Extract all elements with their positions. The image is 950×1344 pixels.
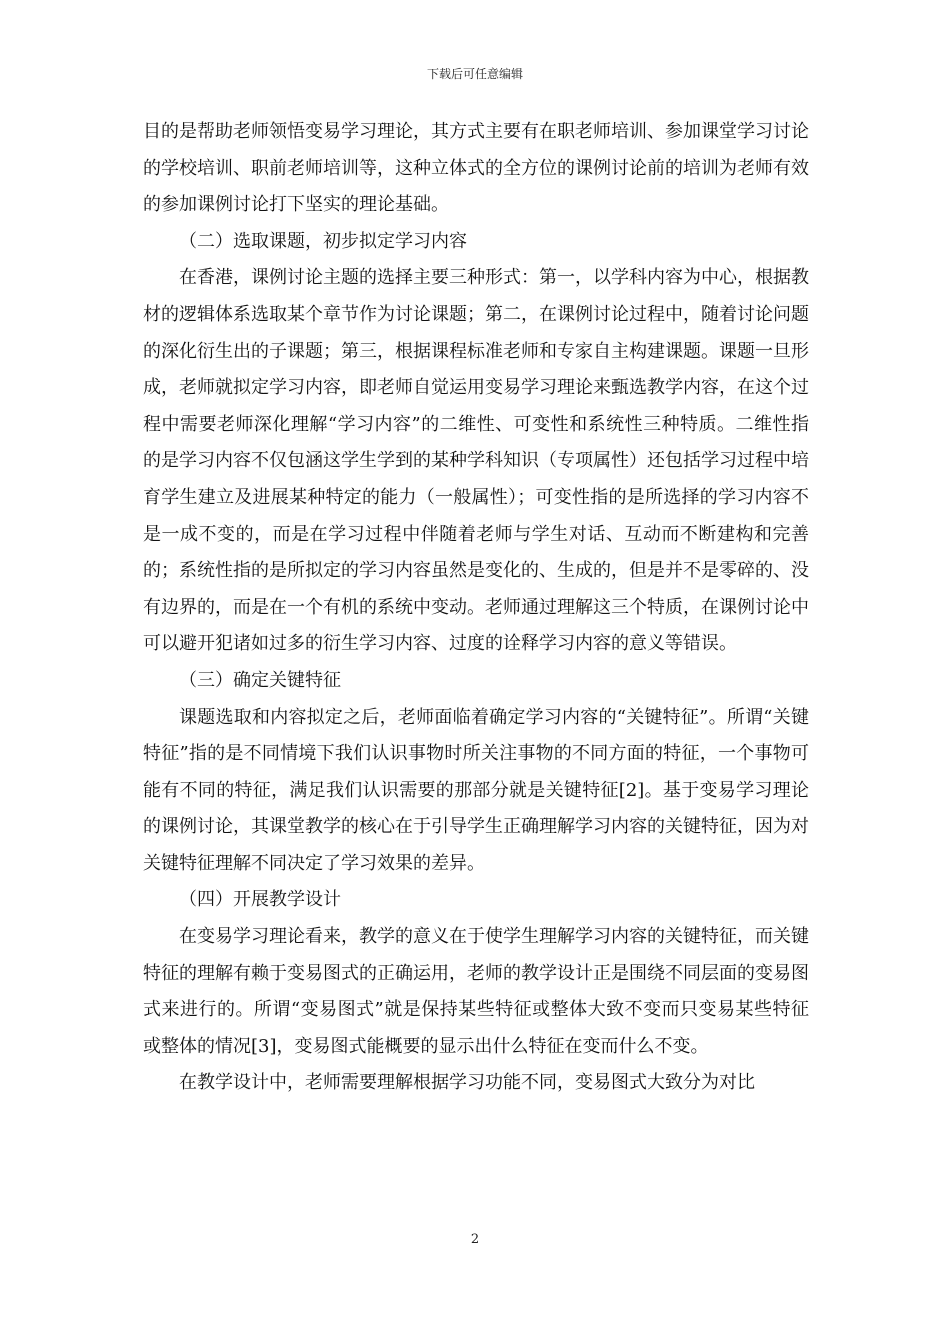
paragraph: 在香港，课例讨论主题的选择主要三种形式：第一，以学科内容为中心，根据教材的逻辑体系选取某个章节作为讨论课题；第二，在课例讨论过程中，随着讨论问题的深化衍生出的子课题；第三，根据课程标准老师和专家自主构建课题。课题一旦形成，老师就拟定学习内容，即老师自觉运用变易学习理论来甄选教学内容，在这个过程中需要老师深化理解“学习内容”的二维性、可变性和系统性三种特质。二维性指的是学习内容不仅包涵这学生学到的某种学科知识（专项属性）还包括学习过程中培育学生建立及进展某种特定的能力（一般属性）；可变性指的是所选择的学习内容不是一成不变的，而是在学习过程中伴随着老师与学生对话、互动而不断建构和完善的；系统性指的是所拟定的学习内容虽然是变化的、生成的，但是并不是零碎的、没有边界的，而是在一个有机的系统中变动。老师通过理解这三个特质，在课例讨论中可以避开犯诸如过多的衍生学习内容、过度的诠释学习内容的意义等错误。 <box>143 267 809 655</box>
paragraph-continuation: 目的是帮助老师领悟变易学习理论，其方式主要有在职老师培训、参加课堂学习讨论的学校培训、职前老师培训等，这种立体式的全方位的课例讨论前的培训为老师有效的参加课例讨论打下坚实的理论基础。 <box>143 121 809 216</box>
section-heading-3: （三）确定关键特征 <box>179 669 341 691</box>
page-number: 2 <box>470 1232 480 1247</box>
paragraph: 课题选取和内容拟定之后，老师面临着确定学习内容的“关键特征”。所谓“关键特征”指的是不同情境下我们认识事物时所关注事物的不同方面的特征，一个事物可能有不同的特征，满足我们认识需要的那部分就是关键特征[2]。基于变易学习理论的课例讨论，其课堂教学的核心在于引导学生正确理解学习内容的关键特征，因为对关键特征理解不同决定了学习效果的差异。 <box>143 706 809 874</box>
section-heading-4: （四）开展教学设计 <box>179 889 341 911</box>
paragraph: 在教学设计中，老师需要理解根据学习功能不同，变易图式大致分为对比 <box>179 1072 755 1094</box>
page-header: 下载后可任意编辑 <box>426 67 523 81</box>
paragraph: 在变易学习理论看来，教学的意义在于使学生理解学习内容的关键特征，而关键特征的理解有赖于变易图式的正确运用，老师的教学设计正是围绕不同层面的变易图式来进行的。所谓“变易图式”就是保持某些特征或整体大致不变而只变易某些特征或整体的情况[3]，变易图式能概要的显示出什么特征在变而什么不变。 <box>143 926 809 1057</box>
section-heading-2: （二）选取课题，初步拟定学习内容 <box>179 230 467 252</box>
document-body <box>143 114 809 1102</box>
